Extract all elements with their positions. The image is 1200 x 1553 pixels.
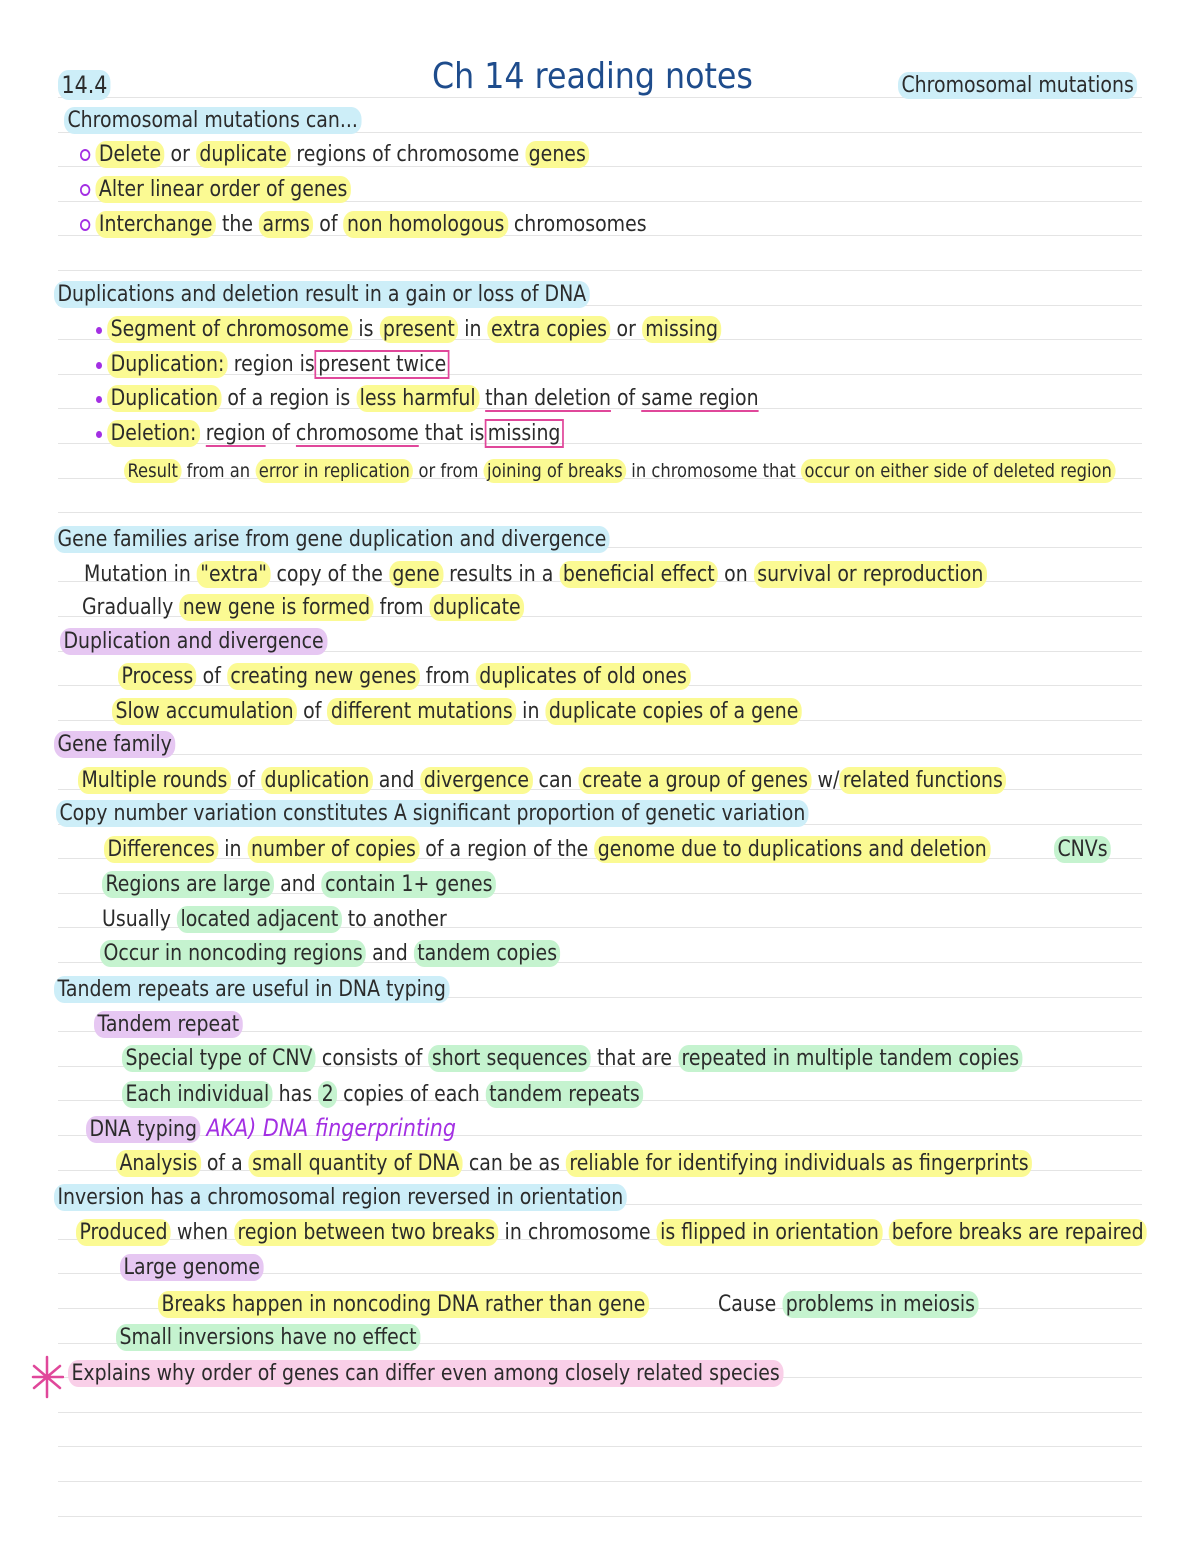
note-text: Usually [102, 907, 178, 932]
ruled-line [58, 1516, 1142, 1517]
note-text: or [164, 142, 196, 167]
dot-bullet-icon [96, 396, 102, 403]
note-text: Gradually [82, 595, 180, 620]
note-text: is flipped in orientation [657, 1219, 883, 1246]
list-item [96, 419, 564, 449]
list-item [80, 140, 589, 170]
note-text: located adjacent [177, 906, 342, 933]
cnv-heading [56, 799, 809, 829]
note-text: Process [118, 663, 197, 690]
note-text: arms [259, 211, 313, 238]
note-text: duplicate copies of a gene [545, 698, 801, 725]
note-text: Copy number variation constitutes A significant proportion of genetic variation [56, 800, 809, 827]
note-text: problems in meiosis [782, 1291, 978, 1318]
note-text: Interchange [95, 211, 216, 238]
note-text: related functions [839, 767, 1006, 794]
note-text: consists of [315, 1046, 429, 1071]
note-text: creating new genes [227, 663, 420, 690]
note-text: genome due to duplications and deletion [594, 836, 990, 863]
note-text: when [170, 1220, 235, 1245]
list-item [80, 210, 647, 240]
note-text: chromosome [295, 421, 419, 446]
note-text: gene [389, 561, 443, 588]
note-text: Alter linear order of genes [95, 176, 350, 203]
note-text: Mutation in [84, 562, 197, 587]
list-item [78, 766, 1006, 796]
note-text: Duplication and divergence [60, 628, 327, 655]
note-text: has [272, 1082, 319, 1107]
note-text: same region [641, 386, 759, 411]
asterisk-icon [30, 1354, 64, 1400]
note-text: can [532, 768, 579, 793]
note-text: DNA typing [86, 1116, 200, 1143]
ruled-line [58, 270, 1142, 271]
note-text: than deletion [485, 386, 611, 411]
mutations-heading [64, 106, 361, 136]
note-text: of [265, 421, 296, 446]
note-text: of a [200, 1151, 249, 1176]
note-text: number of copies [248, 836, 420, 863]
ruled-line [58, 512, 1142, 513]
circle-bullet-icon [80, 219, 90, 231]
cnvs-tag [1054, 835, 1111, 865]
section-number [58, 70, 111, 100]
list-item [76, 1218, 1147, 1248]
note-text: in chromosome [498, 1220, 657, 1245]
note-text: Duplication [107, 385, 221, 412]
note-text: or [610, 317, 642, 342]
list-item [82, 593, 524, 623]
note-text: before breaks are repaired [888, 1219, 1147, 1246]
note-text: duplicate [196, 141, 290, 168]
subheading [94, 1010, 243, 1040]
list-item [124, 456, 1115, 486]
note-text: Result [124, 459, 181, 483]
note-text: present [379, 316, 458, 343]
note-text: of a region of the [419, 837, 595, 862]
list-item [96, 315, 721, 345]
note-text: error in replication [255, 459, 413, 483]
ruled-line [58, 1412, 1142, 1413]
note-text: short sequences [428, 1045, 591, 1072]
note-text: beneficial effect [559, 561, 718, 588]
note-text: region between two breaks [234, 1219, 498, 1246]
note-text: from an [181, 460, 256, 482]
page-title: Ch 14 reading notes [432, 56, 753, 97]
note-text: Gene families arise from gene duplication and divergence [54, 526, 610, 553]
circle-bullet-icon [80, 149, 90, 161]
list-item [116, 1323, 420, 1353]
note-text: the [215, 212, 260, 237]
note-text: in [458, 317, 488, 342]
topic-tag [898, 71, 1137, 101]
note-text: Multiple rounds [78, 767, 231, 794]
ruled-line [58, 1481, 1142, 1482]
tandem-heading [54, 975, 449, 1005]
note-text: duplicates of old ones [476, 663, 691, 690]
subheading [60, 627, 327, 657]
list-item [80, 175, 351, 205]
ruled-line [58, 754, 1142, 755]
note-text: of [610, 386, 642, 411]
note-text: Large genome [120, 1254, 263, 1281]
note-text: Occur in noncoding regions [100, 940, 366, 967]
list-item [112, 697, 802, 727]
list-item [96, 384, 759, 414]
note-text: copy of the [270, 562, 389, 587]
note-text: Tandem repeat [94, 1011, 243, 1038]
note-text: or from [413, 460, 484, 482]
note-text: of a region is [221, 386, 357, 411]
note-text: copies of each [337, 1082, 486, 1107]
note-text: of [196, 664, 227, 689]
note-text: Regions are large [102, 871, 274, 898]
list-item [100, 939, 561, 969]
note-text: Chromosomal mutations [898, 72, 1137, 99]
note-text: reliable for identifying individuals as fingerprints [566, 1150, 1032, 1177]
note-text: Gene family [54, 731, 175, 758]
note-text: different mutations [327, 698, 516, 725]
note-text: duplication [261, 767, 373, 794]
inversion-heading [54, 1183, 627, 1213]
duplications-heading [54, 280, 590, 310]
list-item [84, 560, 987, 590]
note-text: 14.4 [58, 70, 111, 100]
note-text: 2 [318, 1081, 337, 1108]
list-item [158, 1290, 649, 1320]
dot-bullet-icon [96, 362, 102, 369]
note-text: divergence [420, 767, 532, 794]
note-text: contain 1+ genes [322, 871, 496, 898]
note-text: Slow accumulation [112, 698, 297, 725]
note-text: Analysis [116, 1150, 201, 1177]
list-item [122, 1080, 643, 1110]
note-text: "extra" [197, 561, 271, 588]
dot-bullet-icon [96, 327, 102, 334]
note-text: can be as [462, 1151, 566, 1176]
note-text: in chromosome that [626, 460, 802, 482]
list-item [102, 870, 496, 900]
note-text: on [718, 562, 754, 587]
note-text: in [218, 837, 248, 862]
note-text: is [352, 317, 380, 342]
note-text: to another [341, 907, 447, 932]
list-item [104, 835, 990, 865]
list-item [68, 1359, 783, 1389]
note-text: from [373, 595, 430, 620]
list-item [102, 905, 447, 935]
note-text: Produced [76, 1219, 171, 1246]
note-text: w/ [811, 768, 840, 793]
note-text: repeated in multiple tandem copies [678, 1045, 1023, 1072]
note-text: from [419, 664, 476, 689]
note-text: that are [590, 1046, 679, 1071]
dot-bullet-icon [96, 431, 102, 438]
note-text: Differences [104, 836, 218, 863]
note-text: non homologous [344, 211, 508, 238]
note-text: Explains why order of genes can differ even among closely related species [68, 1360, 783, 1387]
note-text: joining of breaks [484, 459, 626, 483]
note-text: Chromosomal mutations can... [64, 107, 361, 134]
note-text: region [205, 421, 266, 446]
note-text: tandem copies [414, 940, 561, 967]
note-text: Deletion: [107, 420, 200, 447]
note-text: survival or reproduction [754, 561, 987, 588]
note-text: missing [642, 316, 722, 343]
note-text: extra copies [488, 316, 611, 343]
subheading [120, 1253, 263, 1283]
note-text: Duplication: [107, 351, 228, 378]
note-text: Tandem repeats are useful in DNA typing [54, 976, 449, 1003]
note-text: create a group of genes [579, 767, 812, 794]
note-text: missing [484, 419, 564, 448]
note-text: chromosomes [507, 212, 647, 237]
note-text: Small inversions have no effect [116, 1324, 420, 1351]
note-text: Inversion has a chromosomal region reversed in orientation [54, 1184, 627, 1211]
note-text: of [313, 212, 344, 237]
note-text: less harmful [356, 385, 479, 412]
subheading [54, 730, 175, 760]
note-text: present twice [315, 350, 450, 379]
list-item [122, 1044, 1023, 1074]
note-text: genes [525, 141, 589, 168]
note-text: CNVs [1054, 836, 1111, 863]
note-text: in [516, 699, 546, 724]
list-item [718, 1290, 978, 1320]
note-text: Duplications and deletion result in a gain or loss of DNA [54, 281, 590, 308]
note-text: Each individual [122, 1081, 273, 1108]
note-text: results in a [443, 562, 560, 587]
note-text: and [366, 941, 414, 966]
note-text: regions of chromosome [290, 142, 526, 167]
list-item [96, 350, 450, 380]
subheading [86, 1113, 456, 1145]
note-text: of [230, 768, 262, 793]
note-text: tandem repeats [486, 1081, 644, 1108]
circle-bullet-icon [80, 184, 90, 196]
ruled-line [58, 1446, 1142, 1447]
list-item [116, 1149, 1032, 1179]
note-text: of [297, 699, 328, 724]
gene-families-heading [54, 525, 610, 555]
note-text: region is [227, 352, 315, 377]
note-text: new gene is formed [179, 594, 373, 621]
note-text: occur on either side of deleted region [801, 459, 1115, 483]
note-text: Special type of CNV [122, 1045, 316, 1072]
note-text: Breaks happen in noncoding DNA rather than gene [158, 1291, 649, 1318]
note-text: Cause [718, 1292, 783, 1317]
note-text: Segment of chromosome [107, 316, 352, 343]
note-text: and [372, 768, 421, 793]
note-text: Delete [95, 141, 164, 168]
note-text: duplicate [430, 594, 524, 621]
note-text: small quantity of DNA [249, 1150, 463, 1177]
aka-note: AKA) DNA fingerprinting [206, 1114, 456, 1142]
note-text: that is [418, 421, 485, 446]
note-text: and [274, 872, 322, 897]
list-item [118, 662, 690, 692]
